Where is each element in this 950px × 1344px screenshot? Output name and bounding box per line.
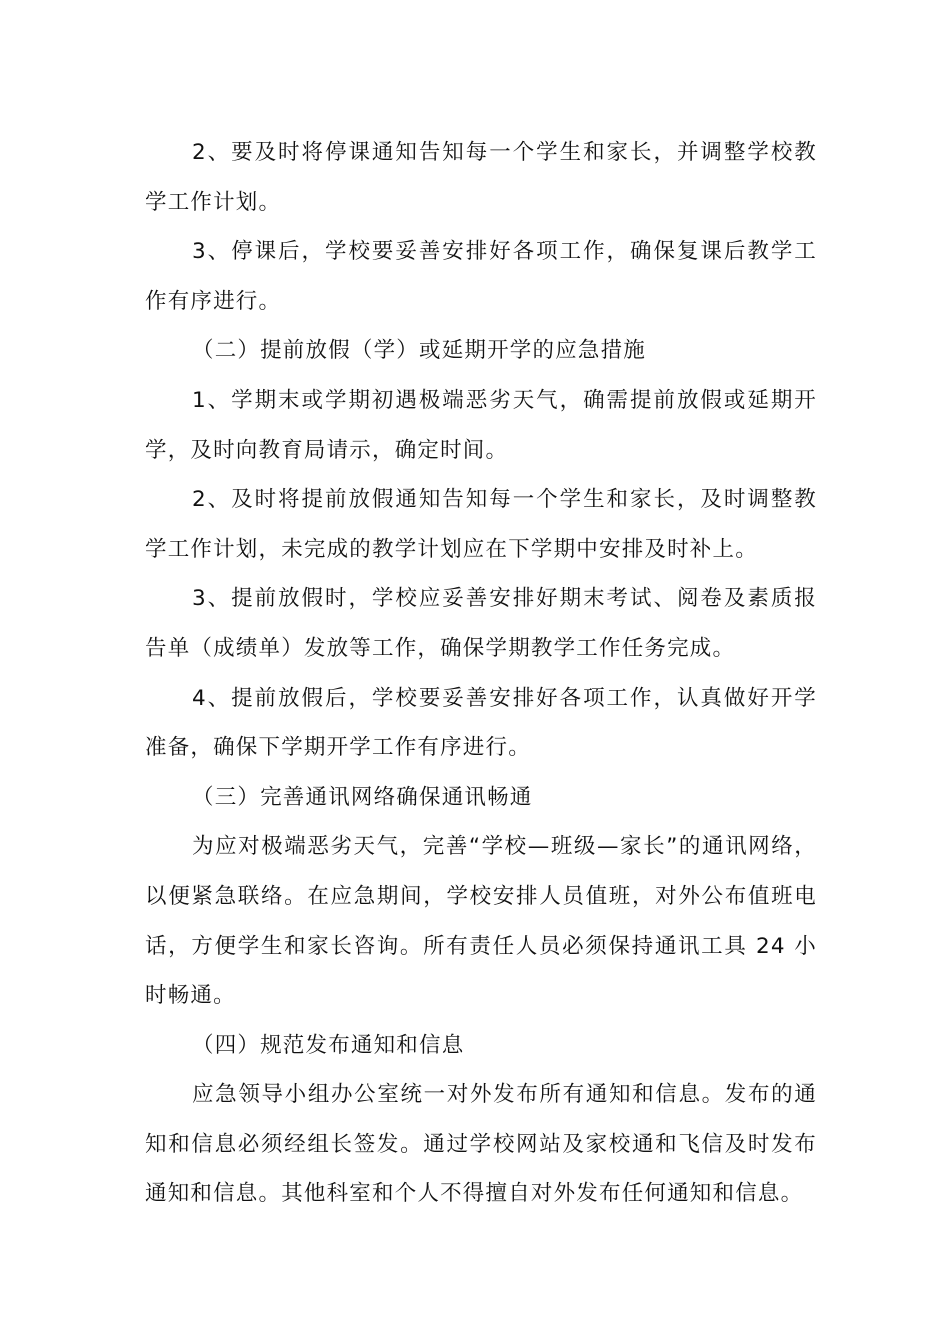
section-heading-notices: （四）规范发布通知和信息 (192, 1032, 465, 1058)
paragraph-early-holiday-notice: 2、及时将提前放假通知告知每一个学生和家长，及时调整教学工作计划，未完成的教学计划应在下学期中安排及时补上。 (145, 487, 817, 562)
section-heading-early-holiday: （二）提前放假（学）或延期开学的应急措施 (192, 338, 647, 364)
paragraph-early-holiday-exams: 3、提前放假时，学校应妥善安排好期末考试、阅卷及素质报告单（成绩单）发放等工作，确保学期教学工作任务完成。 (145, 586, 817, 661)
paragraph-early-holiday-request: 1、学期末或学期初遇极端恶劣天气，确需提前放假或延期开学，及时向教育局请示，确定时间。 (145, 387, 817, 463)
section-heading-communication: （三）完善通讯网络确保通讯畅通 (192, 784, 533, 810)
paragraph-stop-class-notice: 2、要及时将停课通知告知每一个学生和家长，并调整学校教学工作计划。 (145, 140, 817, 215)
paragraph-after-stop-class: 3、停课后，学校要妥善安排好各项工作，确保复课后教学工作有序进行。 (145, 239, 817, 314)
document-body (145, 128, 817, 1219)
paragraph-early-holiday-preparation: 4、提前放假后，学校要妥善安排好各项工作，认真做好开学准备，确保下学期开学工作有序进行。 (145, 685, 817, 761)
paragraph-communication-network: 为应对极端恶劣天气，完善“学校—班级—家长”的通讯网络，以便紧急联络。在应急期间，学校安排人员值班，对外公布值班电话，方便学生和家长咨询。所有责任人员必须保持通讯工具 24 小时畅通。 (145, 834, 817, 1009)
paragraph-notice-release: 应急领导小组办公室统一对外发布所有通知和信息。发布的通知和信息必须经组长签发。通过学校网站及家校通和飞信及时发布通知和信息。其他科室和个人不得擅自对外发布任何通知和信息。 (145, 1082, 817, 1207)
